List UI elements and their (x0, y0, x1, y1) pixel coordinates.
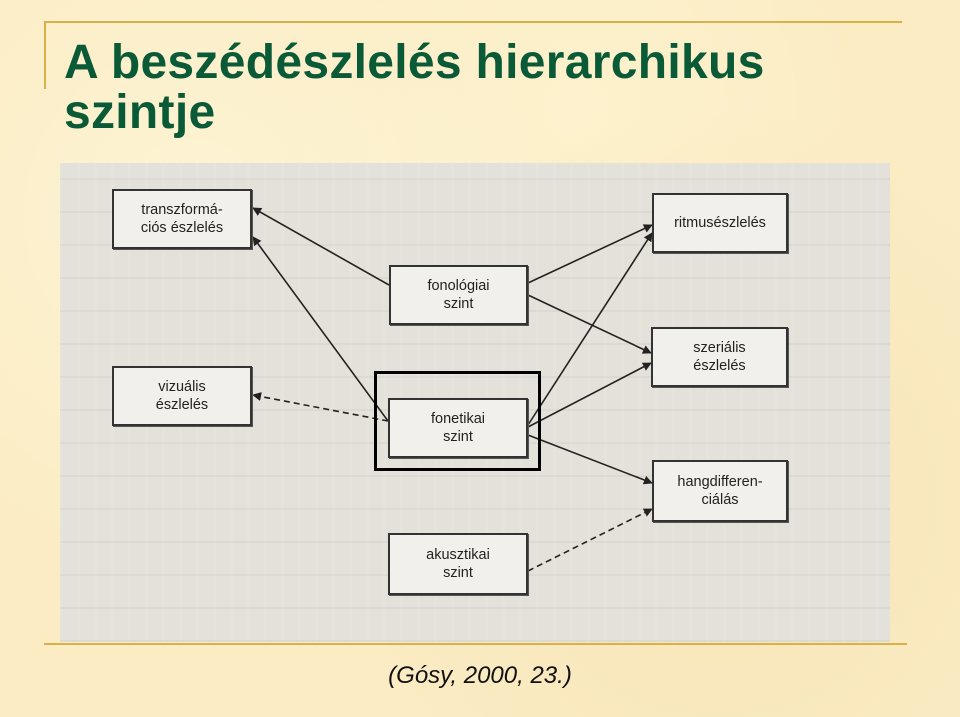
edge-akusztikai-to-hangdiff (528, 509, 652, 571)
node-label: hangdifferen- ciálás (677, 474, 763, 508)
title-rule-horizontal (44, 21, 902, 23)
node-label: transzformá- ciós észlelés (140, 202, 224, 236)
node-label: akusztikai szint (426, 547, 490, 581)
node-label: ritmusészlelés (674, 215, 766, 231)
node-fonologiai (389, 265, 528, 325)
edge-fonetikai-to-hangdiff (528, 435, 652, 483)
edge-fonetikai-to-vizualis (253, 395, 388, 421)
node-label: szeriális észlelés (693, 340, 746, 374)
diagram-figure (60, 163, 890, 642)
page-title: A beszédészlelés hierarchikus szintje (64, 36, 765, 139)
node-ritmuseszleles (652, 193, 788, 253)
node-szerialis (651, 327, 788, 387)
node-label: fonetikai szint (430, 411, 485, 445)
node-akusztikai (388, 533, 528, 595)
node-fonetikai (388, 398, 528, 458)
citation: (Gósy, 2000, 23.) (388, 662, 572, 689)
edge-fonologiai-to-szerialis (528, 295, 651, 353)
bottom-rule (44, 643, 907, 645)
edge-fonologiai-to-ritmus (528, 225, 652, 283)
title-rule-vertical (44, 21, 46, 89)
node-label: vizuális észlelés (155, 379, 209, 413)
node-transzformacios (112, 189, 252, 249)
edge-fonologiai-to-transzformacios (253, 208, 389, 285)
edge-fonetikai-to-ritmus (528, 233, 652, 425)
edge-fonetikai-to-transzformacios (253, 237, 388, 421)
node-vizualis (112, 366, 252, 426)
node-hangdifferencialas (652, 460, 788, 522)
node-label: fonológiai szint (427, 278, 490, 312)
